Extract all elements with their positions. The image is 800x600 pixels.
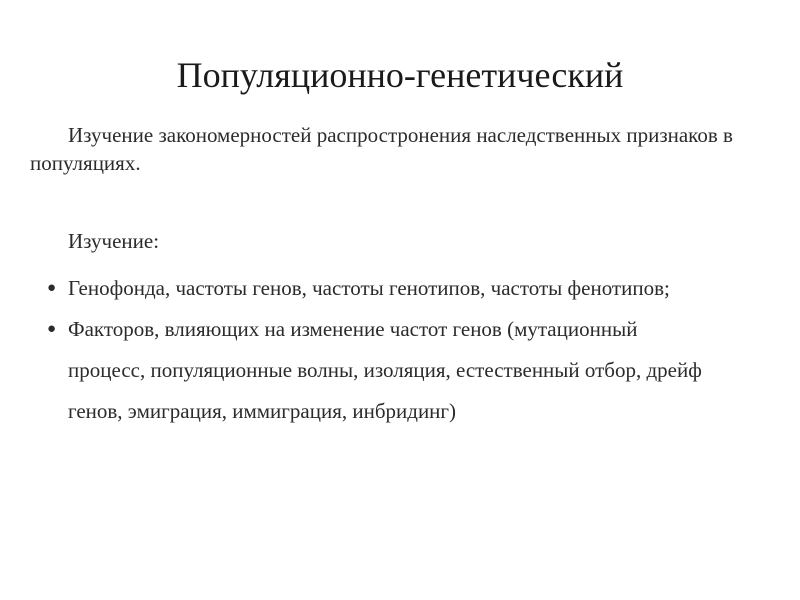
list-item-text: Факторов, влияющих на изменение частот генов (мутационный процесс, популяционные волны, изоляция, естественный отбор, дрейф генов, эмиграция, иммиграция, инбридинг) <box>68 317 702 423</box>
list-item <box>0 268 718 309</box>
subheading: Изучение: <box>68 229 160 253</box>
bullet-list <box>0 268 800 432</box>
bullet-icon: ● <box>47 280 57 296</box>
list-item-text: Генофонда, частоты генов, частоты генотипов, частоты фенотипов; <box>68 276 670 300</box>
intro-paragraph: Изучение закономерностей распростронения наследственных признаков в популяциях. <box>30 123 733 175</box>
slide-title: Популяционно-генетический <box>176 55 624 95</box>
list-item <box>0 309 718 432</box>
bullet-icon: ● <box>47 321 57 337</box>
